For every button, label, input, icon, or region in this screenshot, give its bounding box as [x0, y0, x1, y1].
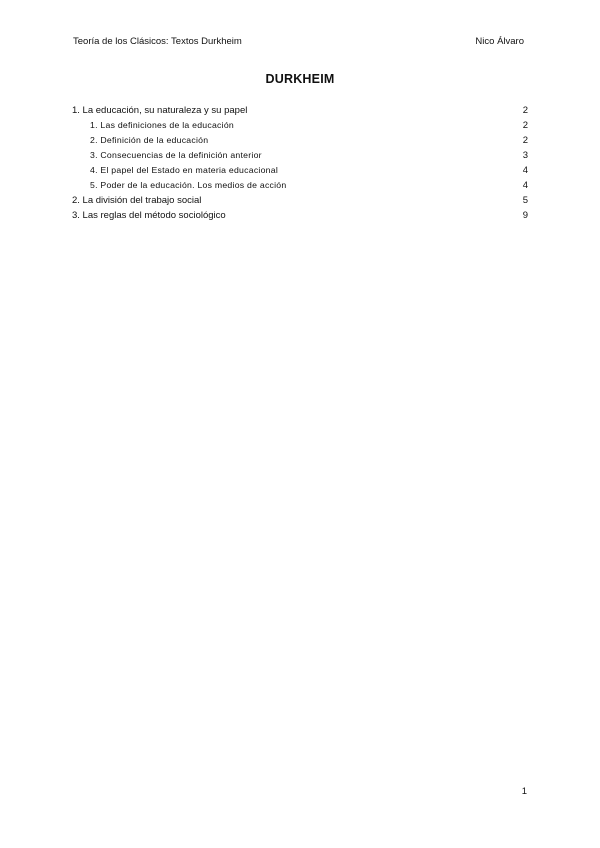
toc-entry-text: 3. Consecuencias de la definición anterior [90, 150, 262, 160]
page-title: DURKHEIM [265, 72, 335, 86]
page-number: 1 [521, 786, 527, 797]
toc-entry-page: 9 [522, 210, 528, 221]
toc-entry-page: 2 [522, 135, 528, 146]
toc-entry-text: 3. Las reglas del método sociológico [72, 210, 226, 221]
toc-entry-text: 5. Poder de la educación. Los medios de acción [90, 180, 287, 190]
toc-entry-text: 2. La división del trabajo social [72, 195, 202, 206]
toc-entry[interactable] [72, 208, 528, 223]
toc-entry-page: 4 [522, 180, 528, 191]
toc-entry-text: 2. Definición de la educación [90, 135, 209, 145]
table-of-contents [72, 103, 528, 223]
toc-entry-page: 2 [522, 120, 528, 131]
toc-entry-page: 3 [522, 150, 528, 161]
header-author: Nico Álvaro [475, 36, 524, 47]
toc-entry-text: 4. El papel del Estado en materia educacional [90, 165, 279, 175]
toc-entry-page: 2 [522, 105, 528, 116]
header-document-title: Teoría de los Clásicos: Textos Durkheim [73, 36, 242, 47]
toc-entry-page: 5 [522, 195, 528, 206]
toc-entry-page: 4 [522, 165, 528, 176]
toc-entry[interactable] [72, 148, 528, 163]
toc-entry[interactable] [72, 118, 528, 133]
toc-entry[interactable] [72, 193, 528, 208]
toc-entry[interactable] [72, 163, 528, 178]
toc-entry[interactable] [72, 103, 528, 118]
toc-entry[interactable] [72, 178, 528, 193]
toc-entry-text: 1. Las definiciones de la educación [90, 120, 234, 130]
toc-entry[interactable] [72, 133, 528, 148]
toc-entry-text: 1. La educación, su naturaleza y su papel [72, 105, 248, 116]
